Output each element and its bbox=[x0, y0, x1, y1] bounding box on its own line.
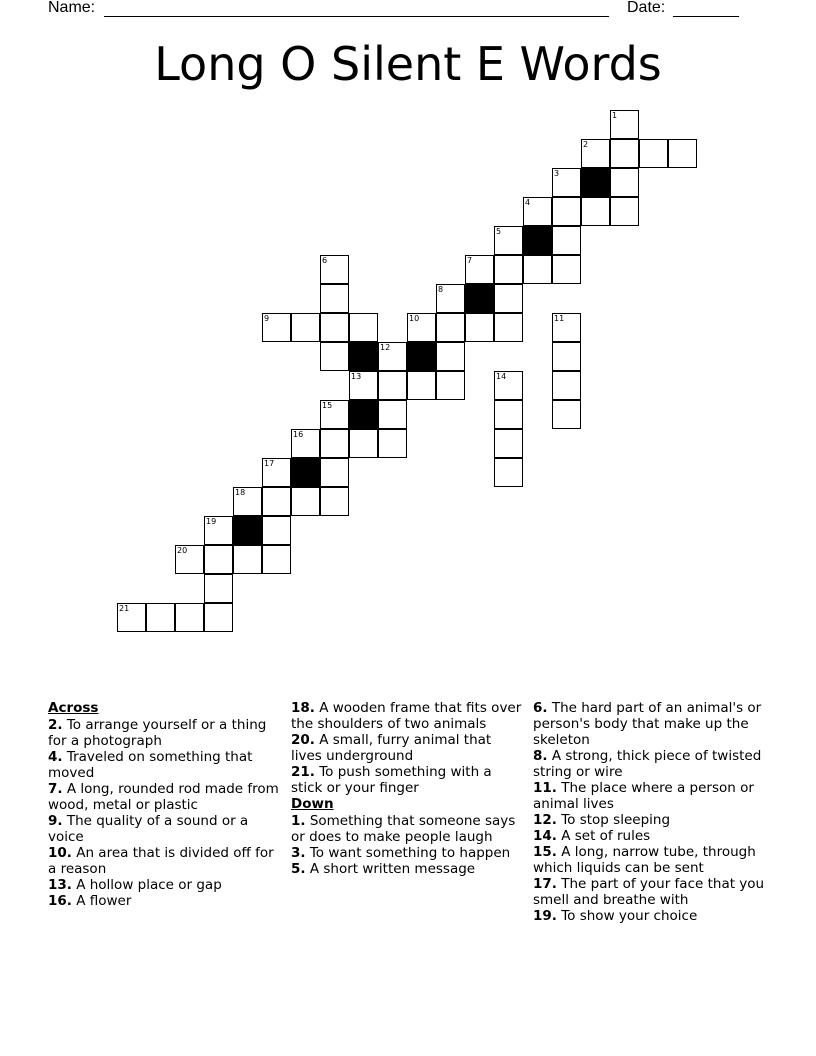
clue-number: 7. bbox=[48, 781, 63, 797]
grid-cell[interactable] bbox=[494, 284, 523, 313]
down-clue bbox=[533, 876, 768, 908]
across-clue bbox=[48, 749, 283, 781]
clue-text: A set of rules bbox=[561, 828, 651, 844]
grid-cell[interactable] bbox=[494, 313, 523, 342]
cell-number: 14 bbox=[496, 372, 507, 381]
clue-number: 1. bbox=[291, 813, 306, 829]
down-clue bbox=[291, 813, 526, 845]
grid-cell[interactable] bbox=[494, 400, 523, 429]
grid-cell[interactable] bbox=[262, 516, 291, 545]
clue-text: The part of your face that you smell and breathe with bbox=[533, 876, 765, 908]
clue-number: 20. bbox=[291, 732, 315, 748]
black-cell bbox=[581, 168, 610, 197]
cell-number: 12 bbox=[380, 343, 391, 352]
grid-cell[interactable] bbox=[378, 400, 407, 429]
grid-cell[interactable] bbox=[668, 139, 697, 168]
clue-text: To push something with a stick or your finger bbox=[291, 764, 492, 796]
cell-number: 19 bbox=[206, 517, 217, 526]
down-clue bbox=[533, 812, 768, 828]
clue-text: A flower bbox=[76, 893, 132, 909]
across-clue bbox=[48, 813, 283, 845]
clue-number: 19. bbox=[533, 908, 557, 924]
grid-cell[interactable] bbox=[552, 313, 581, 342]
grid-cell[interactable] bbox=[262, 545, 291, 574]
across-clue bbox=[291, 700, 526, 732]
clue-number: 9. bbox=[48, 813, 63, 829]
grid-cell[interactable] bbox=[523, 197, 552, 226]
across-clue bbox=[291, 764, 526, 796]
black-cell bbox=[407, 342, 436, 371]
across-clue bbox=[48, 893, 283, 909]
down-clue bbox=[533, 700, 768, 748]
clue-column-1 bbox=[48, 700, 283, 909]
clue-text: A long, narrow tube, through which liquids can be sent bbox=[533, 844, 756, 876]
clue-number: 6. bbox=[533, 700, 548, 716]
cell-number: 20 bbox=[177, 546, 188, 555]
grid-cell[interactable] bbox=[552, 400, 581, 429]
cell-number: 17 bbox=[264, 459, 275, 468]
clue-number: 8. bbox=[533, 748, 548, 764]
clue-number: 3. bbox=[291, 845, 306, 861]
grid-cell[interactable] bbox=[320, 458, 349, 487]
name-field[interactable] bbox=[104, 16, 609, 17]
grid-cell[interactable] bbox=[262, 313, 291, 342]
cell-number: 3 bbox=[554, 169, 560, 178]
date-field[interactable] bbox=[673, 16, 739, 17]
grid-cell[interactable] bbox=[291, 487, 320, 516]
clue-number: 15. bbox=[533, 844, 557, 860]
grid-cell[interactable] bbox=[465, 313, 494, 342]
cell-number: 21 bbox=[119, 604, 130, 613]
grid-cell[interactable] bbox=[494, 429, 523, 458]
clue-number: 14. bbox=[533, 828, 557, 844]
clue-text: A small, furry animal that lives underground bbox=[291, 732, 492, 764]
grid-cell[interactable] bbox=[291, 313, 320, 342]
clue-number: 18. bbox=[291, 700, 315, 716]
grid-cell[interactable] bbox=[465, 255, 494, 284]
clue-number: 12. bbox=[533, 812, 557, 828]
black-cell bbox=[349, 342, 378, 371]
grid-cell[interactable] bbox=[407, 313, 436, 342]
clue-text: The place where a person or animal lives bbox=[533, 780, 754, 812]
down-clue bbox=[533, 748, 768, 780]
grid-cell[interactable] bbox=[639, 139, 668, 168]
grid-cell[interactable] bbox=[320, 429, 349, 458]
grid-cell[interactable] bbox=[320, 342, 349, 371]
grid-cell[interactable] bbox=[233, 487, 262, 516]
clue-number: 16. bbox=[48, 893, 72, 909]
clue-text: A wooden frame that fits over the shoulders of two animals bbox=[291, 700, 522, 732]
grid-cell[interactable] bbox=[494, 458, 523, 487]
clue-text: A hollow place or gap bbox=[76, 877, 222, 893]
grid-cell[interactable] bbox=[436, 284, 465, 313]
clue-text: To arrange yourself or a thing for a photograph bbox=[48, 717, 267, 749]
across-clue bbox=[48, 845, 283, 877]
grid-cell[interactable] bbox=[320, 313, 349, 342]
page-title: Long O Silent E Words bbox=[154, 37, 662, 91]
clue-number: 11. bbox=[533, 780, 557, 796]
clue-text: To show your choice bbox=[561, 908, 698, 924]
clue-text: The quality of a sound or a voice bbox=[48, 813, 249, 845]
grid-cell[interactable] bbox=[349, 313, 378, 342]
grid-cell[interactable] bbox=[320, 400, 349, 429]
grid-cell[interactable] bbox=[610, 168, 639, 197]
grid-cell[interactable] bbox=[349, 371, 378, 400]
grid-cell[interactable] bbox=[552, 226, 581, 255]
black-cell bbox=[465, 284, 494, 313]
grid-cell[interactable] bbox=[320, 255, 349, 284]
grid-cell[interactable] bbox=[436, 313, 465, 342]
grid-cell[interactable] bbox=[494, 226, 523, 255]
grid-cell[interactable] bbox=[146, 603, 175, 632]
grid-cell[interactable] bbox=[552, 342, 581, 371]
grid-cell[interactable] bbox=[610, 110, 639, 139]
down-heading: Down bbox=[291, 796, 334, 812]
across-clue bbox=[48, 717, 283, 749]
grid-cell[interactable] bbox=[117, 603, 146, 632]
cell-number: 8 bbox=[438, 285, 444, 294]
clue-text: An area that is divided off for a reason bbox=[48, 845, 274, 877]
down-clue bbox=[533, 780, 768, 812]
date-label: Date: bbox=[627, 0, 666, 16]
clue-text: Traveled on something that moved bbox=[48, 749, 253, 781]
clue-number: 21. bbox=[291, 764, 315, 780]
grid-cell[interactable] bbox=[494, 371, 523, 400]
clue-column-3 bbox=[533, 700, 768, 924]
clue-text: Something that someone says or does to make people laugh bbox=[291, 813, 516, 845]
grid-cell[interactable] bbox=[204, 574, 233, 603]
across-clue bbox=[48, 781, 283, 813]
cell-number: 18 bbox=[235, 488, 246, 497]
down-clue bbox=[291, 845, 526, 861]
cell-number: 6 bbox=[322, 256, 328, 265]
grid-cell[interactable] bbox=[175, 603, 204, 632]
grid-cell[interactable] bbox=[552, 371, 581, 400]
grid-cell[interactable] bbox=[378, 342, 407, 371]
clue-column-2 bbox=[291, 700, 526, 877]
clue-number: 2. bbox=[48, 717, 63, 733]
grid-cell[interactable] bbox=[320, 284, 349, 313]
grid-cell[interactable] bbox=[610, 139, 639, 168]
grid-cell[interactable] bbox=[262, 487, 291, 516]
grid-cell[interactable] bbox=[378, 371, 407, 400]
black-cell bbox=[291, 458, 320, 487]
across-heading: Across bbox=[48, 700, 99, 716]
cell-number: 5 bbox=[496, 227, 502, 236]
cell-number: 9 bbox=[264, 314, 270, 323]
clue-text: A long, rounded rod made from wood, metal or plastic bbox=[48, 781, 279, 813]
down-clue bbox=[291, 861, 526, 877]
across-clue bbox=[48, 877, 283, 893]
down-clue bbox=[533, 844, 768, 876]
black-cell bbox=[349, 400, 378, 429]
grid-cell[interactable] bbox=[552, 168, 581, 197]
cell-number: 1 bbox=[612, 111, 618, 120]
down-clue bbox=[533, 828, 768, 844]
grid-cell[interactable] bbox=[407, 371, 436, 400]
grid-cell[interactable] bbox=[523, 255, 552, 284]
cell-number: 7 bbox=[467, 256, 473, 265]
grid-cell[interactable] bbox=[552, 255, 581, 284]
grid-cell[interactable] bbox=[349, 429, 378, 458]
black-cell bbox=[233, 516, 262, 545]
clue-text: To stop sleeping bbox=[561, 812, 671, 828]
header bbox=[0, 0, 816, 20]
grid-cell[interactable] bbox=[204, 545, 233, 574]
grid-cell[interactable] bbox=[436, 371, 465, 400]
cell-number: 13 bbox=[351, 372, 362, 381]
grid-cell[interactable] bbox=[320, 487, 349, 516]
across-clue bbox=[291, 732, 526, 764]
cell-number: 16 bbox=[293, 430, 304, 439]
down-clue bbox=[533, 908, 768, 924]
cell-number: 4 bbox=[525, 198, 531, 207]
clue-text: The hard part of an animal's or person's body that make up the skeleton bbox=[533, 700, 762, 748]
name-label: Name: bbox=[48, 0, 96, 16]
grid-cell[interactable] bbox=[494, 255, 523, 284]
clue-number: 4. bbox=[48, 749, 63, 765]
grid-cell[interactable] bbox=[204, 603, 233, 632]
grid-cell[interactable] bbox=[291, 429, 320, 458]
grid-cell[interactable] bbox=[204, 516, 233, 545]
clue-number: 17. bbox=[533, 876, 557, 892]
clue-text: A strong, thick piece of twisted string or wire bbox=[533, 748, 762, 780]
grid-cell[interactable] bbox=[436, 342, 465, 371]
cell-number: 11 bbox=[554, 314, 565, 323]
cell-number: 2 bbox=[583, 140, 589, 149]
cell-number: 10 bbox=[409, 314, 420, 323]
clue-text: A short written message bbox=[309, 861, 476, 877]
grid-cell[interactable] bbox=[175, 545, 204, 574]
grid-cell[interactable] bbox=[581, 139, 610, 168]
clue-number: 10. bbox=[48, 845, 72, 861]
grid-cell[interactable] bbox=[233, 545, 262, 574]
clue-number: 5. bbox=[291, 861, 306, 877]
black-cell bbox=[523, 226, 552, 255]
grid-cell[interactable] bbox=[552, 197, 581, 226]
cell-number: 15 bbox=[322, 401, 333, 410]
clue-text: To want something to happen bbox=[309, 845, 511, 861]
grid-cell[interactable] bbox=[378, 429, 407, 458]
clue-number: 13. bbox=[48, 877, 72, 893]
grid-cell[interactable] bbox=[262, 458, 291, 487]
grid-cell[interactable] bbox=[610, 197, 639, 226]
grid-cell[interactable] bbox=[581, 197, 610, 226]
